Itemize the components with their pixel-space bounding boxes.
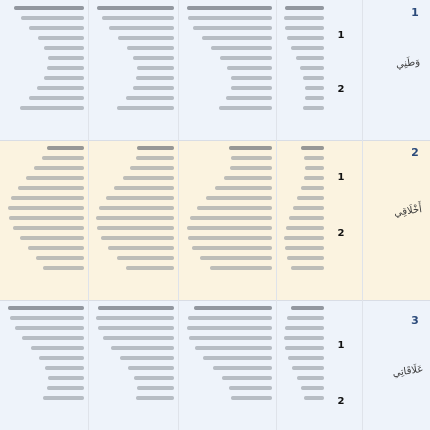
text-line: [291, 46, 324, 50]
text-line: [136, 156, 174, 160]
text-line: [36, 256, 84, 260]
text-line: [48, 376, 84, 380]
text-line: [37, 86, 84, 90]
text-line: [34, 166, 84, 170]
text-line: [285, 26, 324, 30]
text-line: [39, 356, 84, 360]
column-line: [276, 0, 277, 430]
text-line: [230, 166, 272, 170]
text-line: [297, 376, 324, 380]
text-line: [305, 166, 324, 170]
text-column: [4, 306, 84, 424]
text-line: [211, 46, 272, 50]
text-line: [98, 326, 174, 330]
text-line: [287, 316, 324, 320]
text-line: [47, 66, 84, 70]
text-line: [301, 146, 324, 150]
text-line: [117, 106, 174, 110]
text-line: [291, 266, 324, 270]
text-line: [137, 386, 174, 390]
text-column: [92, 306, 174, 424]
stage-number: 1: [337, 340, 345, 351]
stage-1: [326, 30, 356, 41]
text-line: [297, 196, 324, 200]
unit-number: 2: [411, 146, 419, 159]
text-line: [8, 206, 84, 210]
stage-number: 1: [337, 30, 345, 41]
unit-title: وَطَنِي: [395, 56, 421, 71]
text-line: [136, 76, 174, 80]
text-line: [123, 176, 174, 180]
text-line: [31, 346, 84, 350]
text-line: [292, 366, 324, 370]
text-line: [305, 96, 324, 100]
text-line: [109, 26, 174, 30]
text-line: [188, 16, 272, 20]
text-line: [287, 36, 324, 40]
text-line: [126, 96, 174, 100]
text-line: [304, 396, 324, 400]
text-line: [20, 106, 84, 110]
text-line: [229, 146, 272, 150]
text-line: [303, 106, 324, 110]
text-line: [114, 186, 174, 190]
text-line: [44, 76, 84, 80]
text-line: [98, 306, 174, 310]
text-line: [13, 226, 84, 230]
text-line: [187, 326, 272, 330]
stage-number: 2: [337, 228, 345, 239]
text-column: [182, 6, 272, 134]
text-line: [11, 196, 84, 200]
text-line: [29, 26, 84, 30]
text-line: [303, 76, 324, 80]
text-line: [293, 206, 324, 210]
text-line: [26, 176, 84, 180]
text-line: [47, 386, 84, 390]
text-line: [304, 156, 324, 160]
text-line: [187, 6, 272, 10]
text-line: [22, 336, 84, 340]
text-line: [133, 56, 174, 60]
text-line: [15, 326, 84, 330]
text-line: [118, 36, 174, 40]
text-line: [8, 306, 84, 310]
text-line: [38, 36, 84, 40]
unit-title: أَخْلَاقِي: [393, 204, 423, 219]
text-line: [285, 246, 324, 250]
stage-number: 2: [337, 396, 345, 407]
text-line: [206, 196, 272, 200]
text-line: [120, 356, 174, 360]
text-line: [43, 396, 84, 400]
text-line: [202, 36, 272, 40]
stage-2: [326, 84, 356, 95]
text-line: [192, 246, 272, 250]
text-line: [130, 166, 174, 170]
unit-number: 3: [411, 314, 419, 327]
column-line: [88, 0, 89, 430]
text-line: [304, 176, 324, 180]
text-line: [117, 256, 174, 260]
text-line: [136, 396, 174, 400]
text-line: [187, 226, 272, 230]
text-column: [92, 146, 174, 294]
text-line: [43, 266, 84, 270]
text-column: [282, 146, 324, 294]
text-line: [284, 16, 324, 20]
text-line: [203, 356, 272, 360]
text-line: [106, 196, 174, 200]
text-line: [128, 366, 174, 370]
text-column: [182, 146, 272, 294]
text-column: [182, 306, 272, 424]
text-line: [47, 146, 84, 150]
text-line: [231, 396, 272, 400]
text-line: [97, 226, 174, 230]
unit-title: عَلَاقَاتِي: [391, 363, 425, 380]
text-line: [226, 96, 272, 100]
text-line: [10, 316, 84, 320]
row-divider: [0, 300, 430, 301]
text-line: [18, 186, 84, 190]
text-line: [44, 46, 84, 50]
text-line: [137, 146, 174, 150]
text-line: [111, 346, 174, 350]
text-line: [108, 246, 174, 250]
text-line: [20, 236, 84, 240]
text-line: [96, 216, 174, 220]
text-line: [291, 306, 324, 310]
row-divider: [0, 140, 430, 141]
text-line: [220, 56, 272, 60]
stage-number: 1: [337, 172, 345, 183]
text-line: [284, 336, 324, 340]
text-line: [101, 236, 174, 240]
text-line: [227, 66, 272, 70]
text-line: [215, 186, 272, 190]
text-column: [4, 6, 84, 134]
text-line: [200, 256, 272, 260]
column-line: [178, 0, 179, 430]
text-line: [301, 386, 324, 390]
text-line: [219, 106, 272, 110]
text-line: [137, 66, 174, 70]
text-line: [197, 206, 272, 210]
text-line: [300, 66, 324, 70]
text-line: [21, 16, 84, 20]
text-line: [231, 156, 272, 160]
text-line: [102, 16, 174, 20]
text-line: [14, 6, 84, 10]
text-line: [193, 26, 272, 30]
stage-2: [326, 396, 356, 407]
unit-number: 1: [411, 6, 419, 19]
text-line: [285, 326, 324, 330]
text-line: [42, 156, 84, 160]
text-line: [231, 86, 272, 90]
stage-2: [326, 228, 356, 239]
text-line: [301, 186, 324, 190]
text-line: [29, 96, 84, 100]
text-line: [97, 6, 174, 10]
text-line: [127, 46, 174, 50]
text-line: [229, 386, 272, 390]
text-line: [189, 336, 272, 340]
text-line: [231, 76, 272, 80]
stage-1: [326, 172, 356, 183]
text-line: [222, 376, 272, 380]
text-line: [213, 366, 272, 370]
text-line: [286, 226, 324, 230]
text-line: [103, 336, 174, 340]
text-line: [224, 176, 272, 180]
column-line: [362, 0, 363, 430]
stage-number: 2: [337, 84, 345, 95]
text-column: [282, 306, 324, 424]
text-line: [99, 206, 174, 210]
text-column: [282, 6, 324, 134]
text-line: [289, 216, 324, 220]
text-line: [296, 56, 324, 60]
text-line: [188, 236, 272, 240]
text-line: [188, 316, 272, 320]
stage-1: [326, 340, 356, 351]
text-line: [126, 266, 174, 270]
text-line: [9, 216, 84, 220]
text-line: [210, 266, 272, 270]
text-line: [287, 256, 324, 260]
text-line: [305, 86, 324, 90]
text-line: [133, 86, 174, 90]
text-line: [134, 376, 174, 380]
text-line: [288, 356, 324, 360]
text-line: [48, 56, 84, 60]
text-line: [96, 316, 174, 320]
text-line: [45, 366, 84, 370]
text-line: [194, 306, 272, 310]
text-column: [92, 6, 174, 134]
text-column: [4, 146, 84, 294]
text-line: [285, 6, 324, 10]
text-line: [285, 346, 324, 350]
text-line: [284, 236, 324, 240]
text-line: [28, 246, 84, 250]
text-line: [195, 346, 272, 350]
text-line: [190, 216, 272, 220]
